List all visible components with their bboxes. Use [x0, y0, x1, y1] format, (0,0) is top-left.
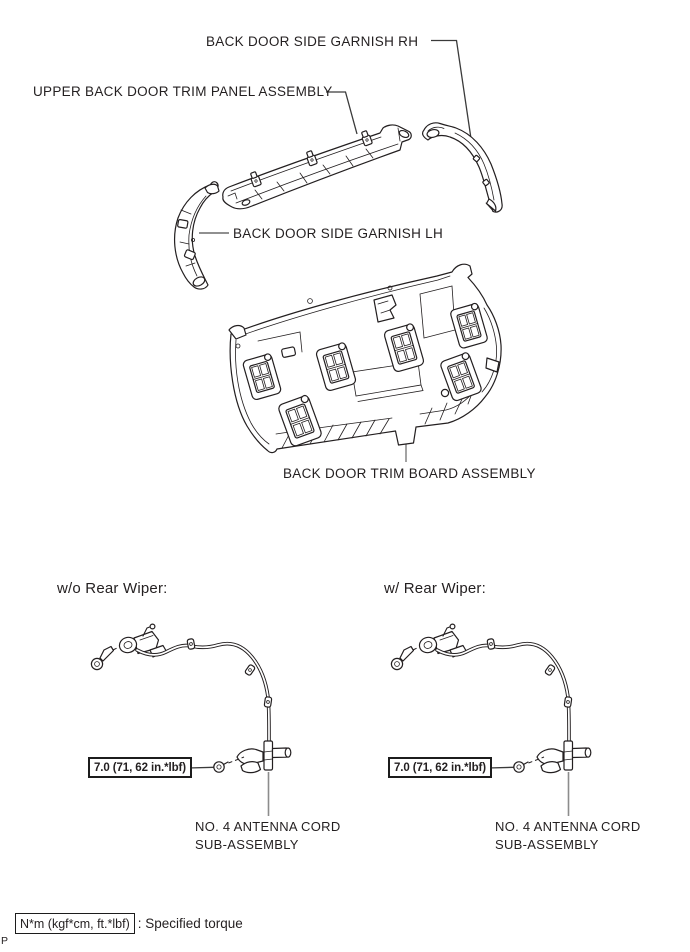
label-garnish-rh: BACK DOOR SIDE GARNISH RH	[206, 34, 419, 49]
torque-legend-symbol: N*m (kgf*cm, ft.*lbf)	[15, 913, 135, 934]
label-trim-board: BACK DOOR TRIM BOARD ASSEMBLY	[283, 466, 536, 481]
garnish-lh-part	[175, 182, 219, 289]
antenna-diagram-wo-wiper	[91, 624, 290, 816]
label-antenna-cord-right-line1: NO. 4 ANTENNA CORD	[495, 819, 641, 834]
upper-trim-panel-part	[223, 125, 412, 209]
page-marker: P	[1, 935, 9, 947]
torque-spec-box-right: 7.0 (71, 62 in.*lbf)	[388, 757, 492, 778]
variant-label-wo-wiper: w/o Rear Wiper:	[57, 580, 168, 597]
trim-board-part	[229, 264, 501, 452]
variant-label-w-wiper: w/ Rear Wiper:	[384, 580, 486, 597]
label-antenna-cord-left	[195, 818, 341, 854]
antenna-diagram-w-wiper	[391, 624, 590, 816]
garnish-rh-part	[423, 123, 503, 212]
label-antenna-cord-left-line2: SUB-ASSEMBLY	[195, 837, 299, 852]
torque-legend	[15, 913, 243, 934]
torque-spec-box-left: 7.0 (71, 62 in.*lbf)	[88, 757, 192, 778]
label-antenna-cord-right	[495, 818, 641, 854]
torque-legend-description: : Specified torque	[137, 916, 243, 931]
label-antenna-cord-right-line2: SUB-ASSEMBLY	[495, 837, 599, 852]
label-upper-trim-panel: UPPER BACK DOOR TRIM PANEL ASSEMBLY	[33, 84, 333, 99]
label-garnish-lh: BACK DOOR SIDE GARNISH LH	[233, 226, 444, 241]
label-antenna-cord-left-line1: NO. 4 ANTENNA CORD	[195, 819, 341, 834]
